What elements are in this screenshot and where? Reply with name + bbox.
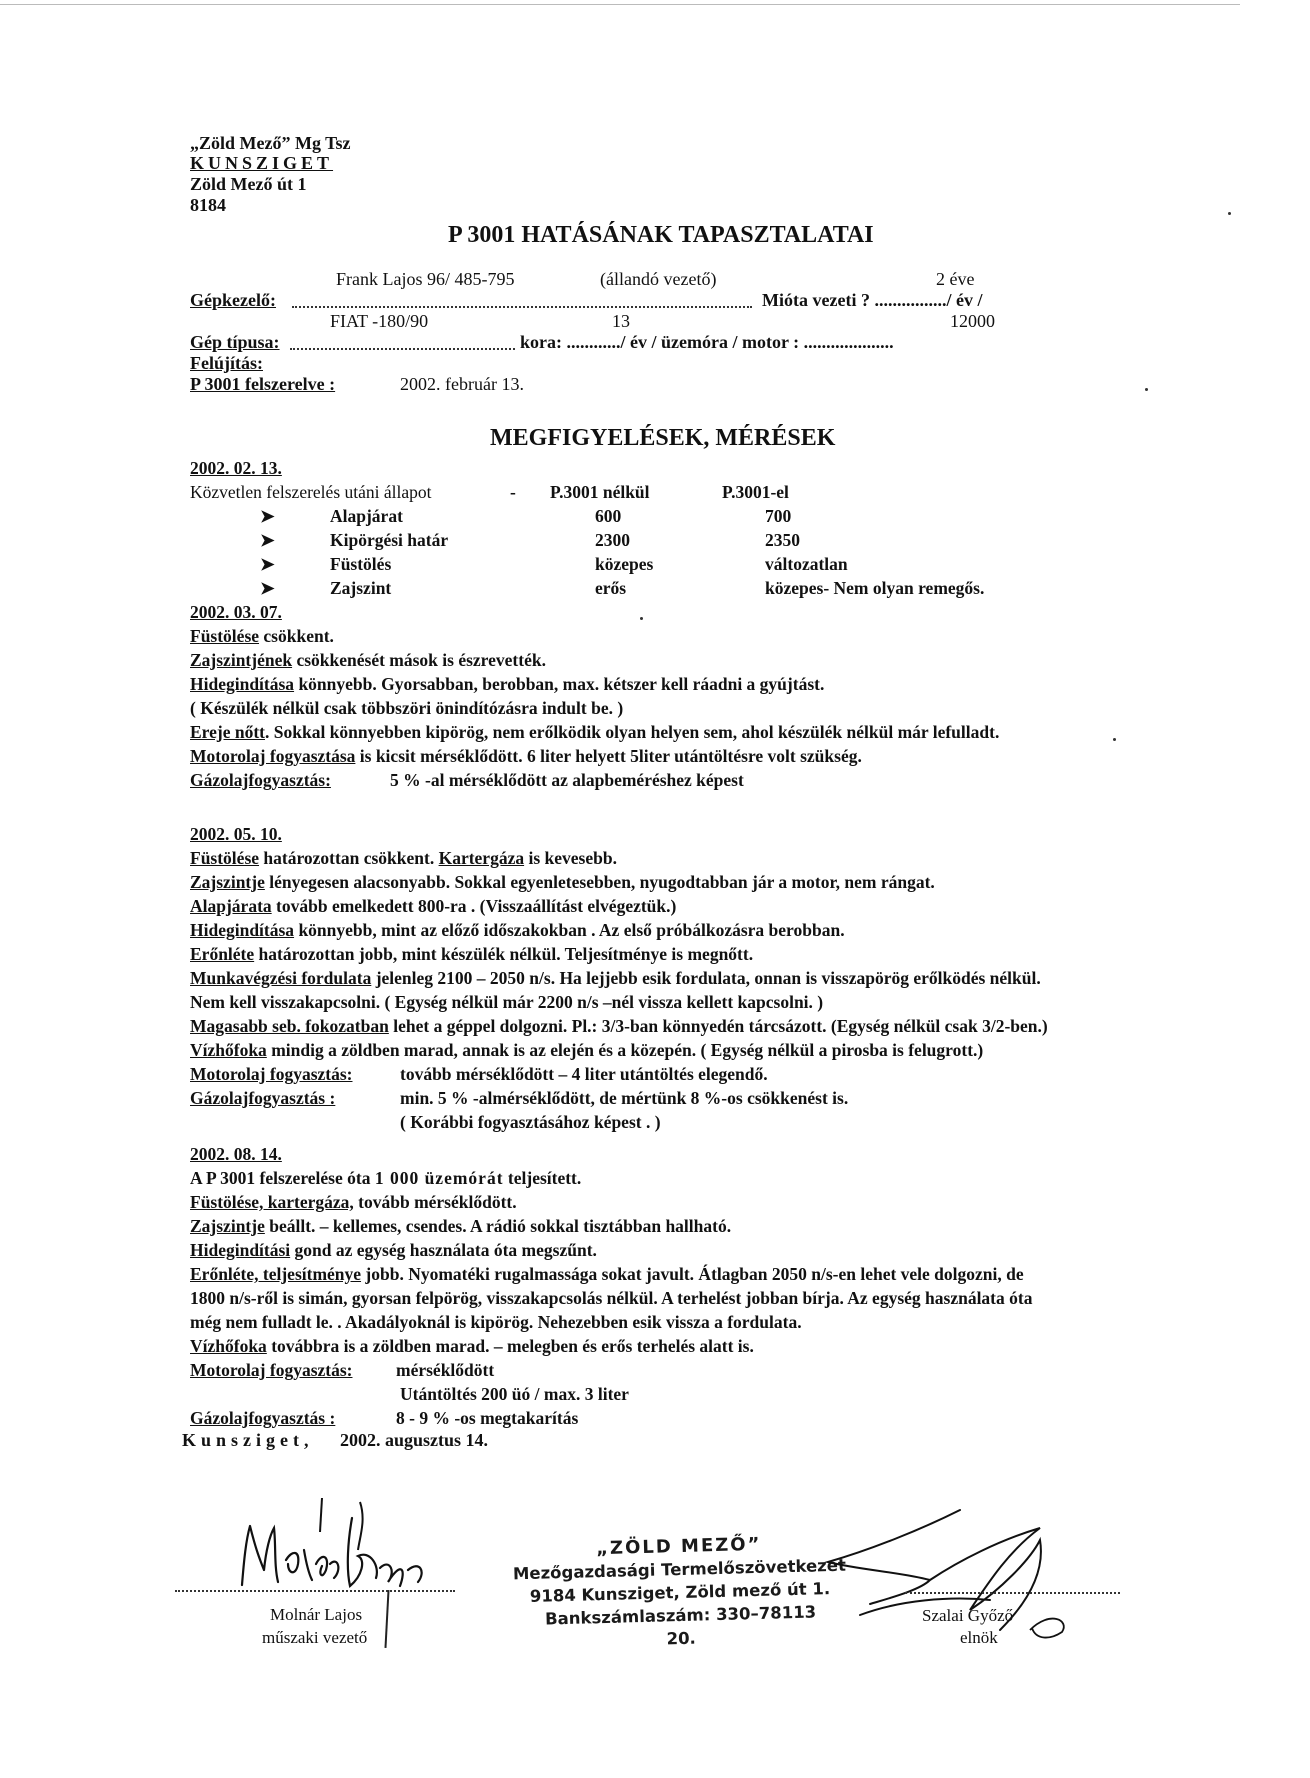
installed-label: P 3001 felszerelve : (190, 374, 336, 394)
installed-value: 2002. február 13. (400, 374, 524, 394)
topic-text: könnyebb, mint az előző időszakokban . Az első próbálkozásra berobban. (294, 920, 845, 940)
topic-label: Gázolajfogyasztás : (190, 1088, 336, 1108)
bullet-icon: ➤ (260, 554, 275, 574)
measure-with: 700 (765, 506, 792, 526)
intro-row (190, 480, 1190, 504)
scan-speck (1145, 388, 1148, 391)
topic-text: könnyebb. Gyorsabban, berobban, max. kétszer kell ráadni a gyújtást. (294, 674, 825, 694)
scan-speck (1113, 738, 1116, 741)
closing-place: Kunsziget, (182, 1430, 314, 1450)
col-with-header: P.3001-el (722, 482, 789, 502)
operator-value: Frank Lajos 96/ 485-795 (336, 269, 515, 289)
topic-label: Motorolaj fogyasztás: (190, 1064, 353, 1084)
topic-text: lényegesen alacsonyabb. Sokkal egyenletesebben, nyugodtabban jár a motor, nem rángat. (264, 872, 935, 892)
measure-without: 2300 (595, 530, 630, 550)
org-street: Zöld Mező út 1 (190, 174, 307, 194)
stamp-name: „ZÖLD MEZŐ” (595, 1533, 762, 1560)
entry-date: 2002. 05. 10. (190, 824, 282, 844)
topic-label: Motorolaj fogyasztás: (190, 1360, 353, 1380)
topic-text: mindig a zöldben marad, annak is az elején és a közepén. ( Egység nélkül a pirosba is felugrott.) (266, 1040, 984, 1060)
continuation-line: még nem fulladt le. . Akadályoknál is kipörög. Nehezebben esik vissza a fordulata. (190, 1312, 802, 1332)
entry-2002-08-14 (190, 1142, 1190, 1430)
topic-text: is kevesebb. (524, 848, 617, 868)
measure-row (190, 576, 1190, 600)
measure-row (190, 528, 1190, 552)
bullet-icon: ➤ (260, 530, 275, 550)
topic-label: Kartergáza (438, 848, 525, 868)
topic-label: Ereje nőtt (190, 722, 265, 742)
topic-text: határozottan jobb, mint készülék nélkül. Teljesítménye is megnőtt. (254, 944, 754, 964)
continuation-line: 1800 n/s-ről is simán, gyorsan felpörög, visszakapcsolás nélkül. A terhelést jobban bírja. Az egység használata óta (190, 1288, 1033, 1308)
measure-label: Kipörgési határ (330, 530, 449, 550)
hours-value: 12000 (950, 311, 995, 331)
topic-text: teljesített. (503, 1168, 582, 1188)
topic-value: 1 000 üzemórát (374, 1168, 504, 1188)
operator-dotted-line (292, 306, 752, 308)
entry-date: 2002. 03. 07. (190, 602, 282, 622)
stamp-bank-account: Bankszámlaszám: 330–78113 (544, 1602, 817, 1629)
scan-edge-line (0, 4, 1240, 5)
topic-label: Gázolajfogyasztás: (190, 770, 331, 790)
topic-label: Zajszintje (190, 1216, 265, 1236)
machine-label: Gép típusa: (190, 332, 280, 352)
topic-label: Vízhőfoka (190, 1040, 267, 1060)
topic-text: tovább emelkedett 800-ra . (Visszaállítást elvégeztük.) (271, 896, 677, 916)
col-without-header: P.3001 nélkül (550, 482, 650, 502)
topic-label: Füstölése (190, 848, 260, 868)
closing-date: 2002. augusztus 14. (340, 1430, 489, 1450)
org-town: KUNSZIGET (190, 153, 334, 173)
topic-label: Hidegindítási (190, 1240, 291, 1260)
topic-text: határozottan csökkent. (259, 848, 439, 868)
bullet-icon: ➤ (260, 578, 275, 598)
signer-left-name: Molnár Lajos (270, 1605, 363, 1624)
topic-label: Zajszintjének (190, 650, 293, 670)
bullet-icon: ➤ (260, 506, 275, 526)
topic-label: Hidegindítása (190, 920, 295, 940)
measure-label: Alapjárat (330, 506, 403, 526)
topic-text: lehet a géppel dolgozni. Pl.: 3/3-ban könnyedén tárcsázott. (Egység nélkül csak 3/2-ben.) (388, 1016, 1048, 1036)
topic-text: is kicsit mérséklődött. 6 liter helyett 5liter utántöltésre volt szükség. (355, 746, 862, 766)
signer-left-role: műszaki vezető (262, 1628, 368, 1647)
signer-right-role: elnök (960, 1628, 998, 1647)
topic-label: Magasabb seb. fokozatban (190, 1016, 389, 1036)
topic-label: Zajszintje (190, 872, 265, 892)
topic-label: Erőnléte, teljesítménye (190, 1264, 362, 1284)
signature-right-line (905, 1592, 1120, 1594)
topic-label: Füstölése, kartergáza, (190, 1192, 354, 1212)
topic-label: Gázolajfogyasztás : (190, 1408, 336, 1428)
intro-dash: - (510, 482, 516, 502)
entry-2002-03-07 (190, 600, 1190, 792)
measure-without: közepes (595, 554, 654, 574)
note-line: Utántöltés 200 üó / max. 3 liter (400, 1384, 629, 1404)
operator-note: (állandó vezető) (600, 269, 717, 289)
measure-label: Füstölés (330, 554, 392, 574)
measure-with: változatlan (765, 554, 848, 574)
topic-text: továbbra is a zöldben marad. – melegben és erős terhelés alatt is. (266, 1336, 754, 1356)
topic-label: Füstölése (190, 626, 260, 646)
topic-text: gond az egység használata óta megszűnt. (290, 1240, 597, 1260)
topic-text: jelenleg 2100 – 2050 n/s. Ha lejjebb esik fordulata, onnan is visszapörög erőlködés nélkül. (371, 968, 1041, 988)
topic-label: Munkavégzési fordulata (190, 968, 372, 988)
scan-speck (1228, 212, 1231, 215)
topic-label: Erőnléte (190, 944, 255, 964)
org-postcode: 8184 (190, 195, 226, 215)
org-name: „Zöld Mező” Mg Tsz (190, 133, 351, 153)
measure-label: Zajszint (330, 578, 392, 598)
entry-2002-02-13 (190, 456, 1190, 600)
topic-text: beállt. – kellemes, csendes. A rádió sokkal tisztábban hallható. (264, 1216, 732, 1236)
topic-text: mérséklődött (396, 1360, 495, 1380)
topic-text: csökkenését mások is észrevették. (292, 650, 546, 670)
topic-text: A P 3001 felszerelése óta (190, 1168, 375, 1188)
renovation-label: Felújítás: (190, 353, 263, 373)
scan-speck (640, 617, 643, 620)
age-value: 13 (612, 311, 630, 331)
note-line: ( Készülék nélkül csak többszöri önindítózásra indult be. ) (190, 698, 624, 718)
entry-date: 2002. 02. 13. (190, 458, 282, 478)
section-title: MEGFIGYELÉSEK, MÉRÉSEK (490, 425, 836, 451)
topic-label: Motorolaj fogyasztása (190, 746, 356, 766)
entry-date: 2002. 08. 14. (190, 1144, 282, 1164)
operator-label: Gépkezelő: (190, 290, 276, 310)
measure-without: erős (595, 578, 627, 598)
topic-label: Vízhőfoka (190, 1336, 267, 1356)
intro-text: Közvetlen felszerelés utáni állapot (190, 482, 432, 502)
note-line: ( Korábbi fogyasztásához képest . ) (400, 1112, 661, 1132)
measure-row (190, 552, 1190, 576)
topic-value: min. 5 % -al (400, 1088, 493, 1108)
continuation-line: Nem kell visszakapcsolni. ( Egység nélkül már 2200 n/s –nél vissza kellett kapcsolni. ) (190, 992, 824, 1012)
signer-right-name: Szalai Győző (922, 1606, 1014, 1625)
topic-text: csökkent. (259, 626, 334, 646)
stamp-address: 9184 Kunsziget, Zöld mező út 1. (529, 1579, 831, 1606)
stamp-number: 20. (666, 1628, 697, 1649)
age-label: kora: ............/ év / üzemóra / motor : .................... (520, 332, 894, 352)
since-label: Mióta vezeti ? ................/ év / (762, 290, 983, 310)
document-title: P 3001 HATÁSÁNAK TAPASZTALATAI (448, 222, 874, 248)
topic-value: 8 - 9 % -os megtakarítás (396, 1408, 579, 1428)
measure-without: 600 (595, 506, 622, 526)
measure-with: 2350 (765, 530, 800, 550)
topic-text: tovább mérséklődött – 4 liter utántöltés elegendő. (400, 1064, 768, 1084)
topic-text: jobb. Nyomatéki rugalmassága sokat javult. Átlagban 2050 n/s-en lehet vele dolgozni, de (361, 1264, 1024, 1284)
measure-with: közepes- Nem olyan remegős. (765, 578, 985, 598)
machine-value: FIAT -180/90 (330, 311, 429, 331)
stamp-type: Mezőgazdasági Termelőszövetkezet (512, 1555, 847, 1584)
topic-label: Hidegindítása (190, 674, 295, 694)
measure-row (190, 504, 1190, 528)
machine-dotted-line (290, 348, 515, 350)
operator-years: 2 éve (936, 269, 975, 289)
signature-left-line (175, 1590, 455, 1592)
topic-text: tovább mérséklődött. (353, 1192, 517, 1212)
entry-2002-05-10 (190, 822, 1190, 1134)
topic-label: Alapjárata (190, 896, 272, 916)
topic-text: . Sokkal könnyebben kipörög, nem erőlködik olyan helyen sem, ahol készülék nélkül már lefulladt. (265, 722, 1000, 742)
topic-text: 5 % -al mérséklődött az alapbeméréshez képest (390, 770, 744, 790)
signature-left-scribble (230, 1490, 460, 1600)
topic-text: mérséklődött, de mértünk 8 %-os csökkenést is. (492, 1088, 849, 1108)
